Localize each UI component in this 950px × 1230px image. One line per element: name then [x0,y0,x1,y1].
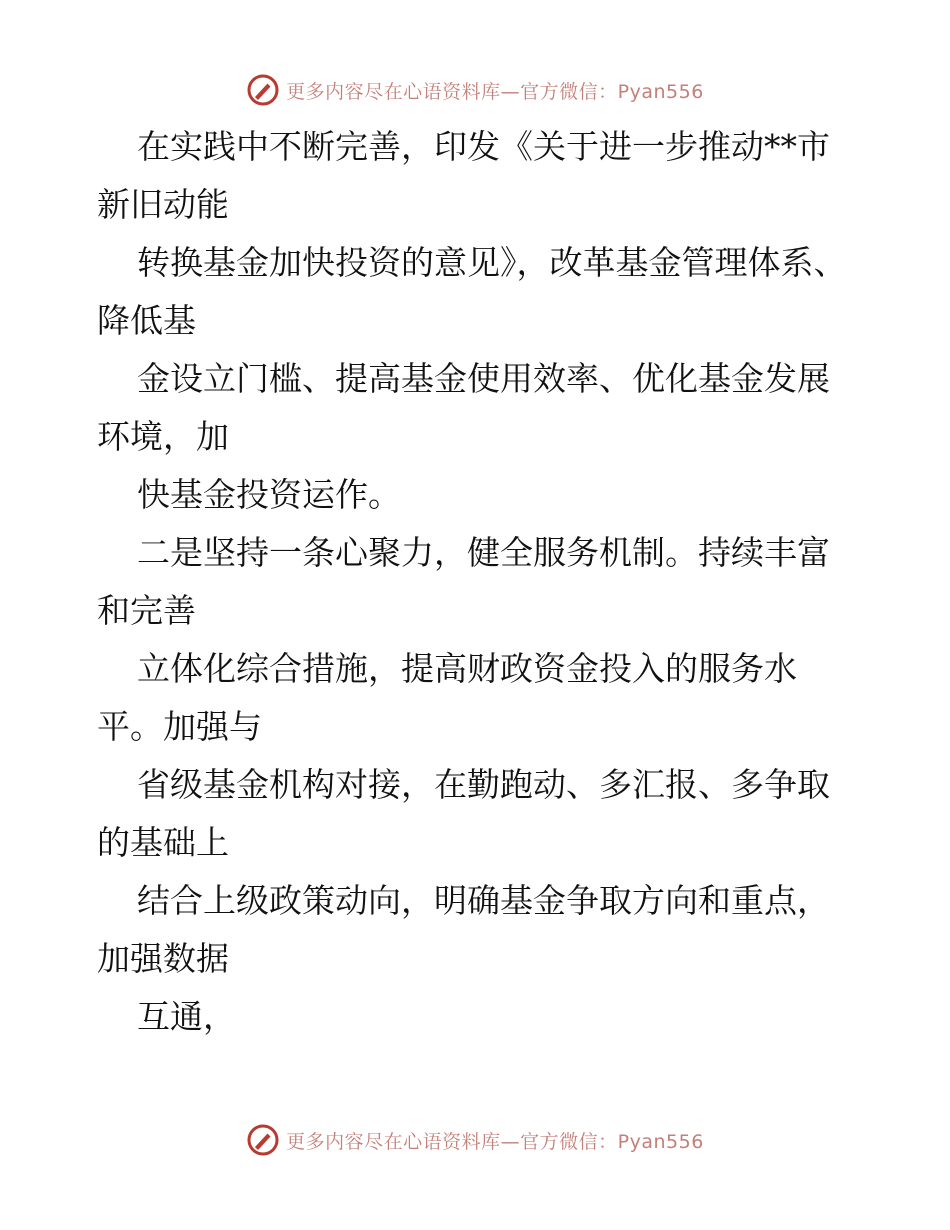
document-body [97,118,857,1046]
footer-watermark [0,1120,950,1160]
watermark-text: 更多内容尽在心语资料库—官方微信：Pyan556 [286,1130,704,1153]
paragraph: 转换基金加快投资的意见》，改革基金管理体系、降低基 [97,243,847,340]
paragraph: 快基金投资运作。 [137,475,401,514]
paragraph: 结合上级政策动向，明确基金争取方向和重点，加强数据 [97,881,830,978]
paragraph: 立体化综合措施，提高财政资金投入的服务水平。加强与 [97,649,797,746]
paragraph: 在实践中不断完善，印发《关于进一步推动**市新旧动能 [97,127,830,224]
paragraph: 金设立门槛、提高基金使用效率、优化基金发展环境，加 [97,359,830,456]
header-watermark [0,70,950,110]
paragraph: 省级基金机构对接，在勤跑动、多汇报、多争取的基础上 [97,765,830,862]
paragraph: 二是坚持一条心聚力，健全服务机制。持续丰富和完善 [97,533,830,630]
paragraph: 互通， [137,997,236,1036]
pen-seal-logo-icon [246,1123,280,1157]
pen-seal-logo-icon [246,73,280,107]
watermark-text: 更多内容尽在心语资料库—官方微信：Pyan556 [286,80,704,103]
